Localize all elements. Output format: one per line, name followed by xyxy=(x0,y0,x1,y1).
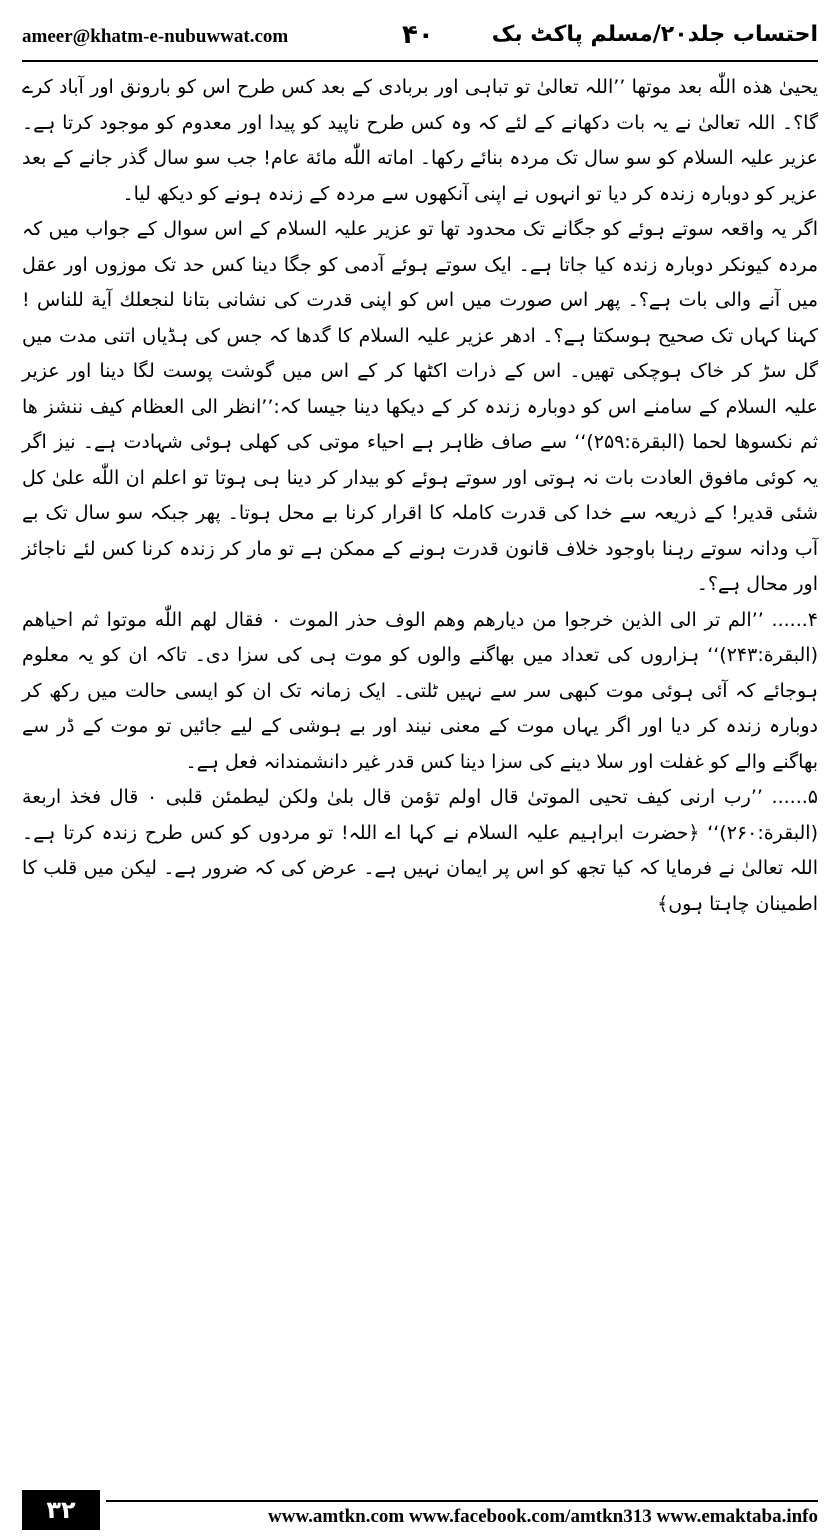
paragraph-4: ۵...... ’’رب ارنی کیف تحیی الموتیٰ قال اولم تؤمن قال بلیٰ ولکن لیطمئن قلبی ۰ قال فخذ اربعة (البقرة:۲۶۰)‘‘ ﴿حضرت ابراہیم علیہ السلام نے کہا اے اللہ! تو مردوں کو کس طرح زندہ کرتا ہے۔ اللہ تعالیٰ نے فرمایا کہ کیا تجھ کو اس پر ایمان نہیں ہے۔ عرض کی کہ ضرور ہے۔ لیکن میں قلب کا اطمینان چاہتا ہوں﴾ xyxy=(22,786,819,915)
header-folio-number: ۴۰ xyxy=(402,20,434,50)
header-divider xyxy=(22,60,818,62)
page-footer xyxy=(22,1490,818,1530)
paragraph-3: ۴...... ’’الم تر الی الذین خرجوا من دیارهم وهم الوف حذر الموت ۰ فقال لهم اللّٰه موتوا ثم احیاهم (البقرة:۲۴۳)‘‘ ہزاروں کی تعداد میں بھاگنے والوں کو موت ہی کی سزا دی۔ تاکہ ان کو یہ معلوم ہوجائے کہ آئی ہوئی موت کبھی سر سے نہیں ٹلتی۔ ایک زمانہ تک ان کو ایسی حالت میں رکھ کر دوبارہ زندہ کر دیا اور اگر یہاں موت کے معنی نیند اور بے ہوشی کے لیے جائیں تو موت کے ڈر سے بھاگنے والے کو غفلت اور سلا دینے کی سزا دینا کس قدر غیر دانشمندانہ فعل ہے۔ xyxy=(22,608,818,773)
header-book-title: احتساب جلد۲۰/مسلم پاکٹ بک xyxy=(491,22,818,47)
paragraph-1: یحییٰ هذه اللّٰه بعد موتها ’’اللہ تعالیٰ تو تباہی اور بربادی کے بعد کس طرح اس کو بارونق اور آباد کرے گا؟۔ اللہ تعالیٰ نے یہ بات دکھانے کے لئے کہ وہ کس طرح ناپید کو پیدا اور معدوم کو موجود کرتا ہے۔ عزیر علیہ السلام کو سو سال تک مردہ بنائے رکھا۔ اماته اللّٰه مائة عام! جب سو سال گذر جانے کے بعد عزیر کو دوبارہ زندہ کر دیا تو انہوں نے اپنی آنکھوں سے مردہ کے زندہ ہونے کو دیکھ لیا۔ xyxy=(22,76,818,205)
footer-divider xyxy=(106,1500,818,1502)
page-body xyxy=(22,70,818,922)
header-email[interactable]: ameer@khatm-e-nubuwwat.com xyxy=(22,26,289,47)
page-header xyxy=(22,18,818,58)
paragraph-2: اگر یہ واقعہ سوتے ہوئے کو جگانے تک محدود تھا تو عزیر علیہ السلام کے اس سوال کے جواب میں کہ مردہ کیونکر دوبارہ زندہ کیا جاتا ہے۔ ایک سوتے ہوئے آدمی کو جگا دینا کس حد تک موزوں اور عقل میں آنے والی بات ہے؟۔ پھر اس صورت میں اس کو اپنی قدرت کی نشانی بتانا لنجعلك آية للناس ! کہنا کہاں تک صحیح ہوسکتا ہے؟۔ ادھر عزیر علیہ السلام کا گدھا کہ جس کی ہڈیاں اتنی مدت میں گل سڑ کر خاک ہوچکی تھیں۔ اس کے ذرات اکٹھا کر کے اس میں گوشت پوست لگا دینا اور عزیر علیہ السلام کے سامنے اس کو دوبارہ زندہ کر کے دیکھا دینا جیسا کہ:’’انظر الی العظام کیف ننشز ها ثم نکسوها لحما (البقرة:۲۵۹)‘‘ سے صاف ظاہر ہے احیاء موتی کی کھلی ہوئی شہادت ہے۔ نیز اگر یہ کوئی مافوق العادت بات نہ ہوتی اور سوتے ہوئے کو بیدار کر دینا ہی ہوتا تو اعلم ان اللّٰه علیٰ کل شئی قدیر! کے ذریعہ سے خدا کی قدرت کاملہ کا اقرار کرنا بے محل ہوتا۔ پھر جبکہ سو سال تک بے آب ودانہ سوتے رہنا باوجود خلاف قانون قدرت ہونے کے ممکن ہے تو مار کر زندہ کرنا کس لئے ناجائز اور محال ہے؟۔ xyxy=(22,218,818,595)
footer-page-number: ۳۲ xyxy=(22,1490,100,1530)
footer-links[interactable]: www.amtkn.com www.facebook.com/amtkn313 www.emaktaba.info xyxy=(268,1506,818,1527)
